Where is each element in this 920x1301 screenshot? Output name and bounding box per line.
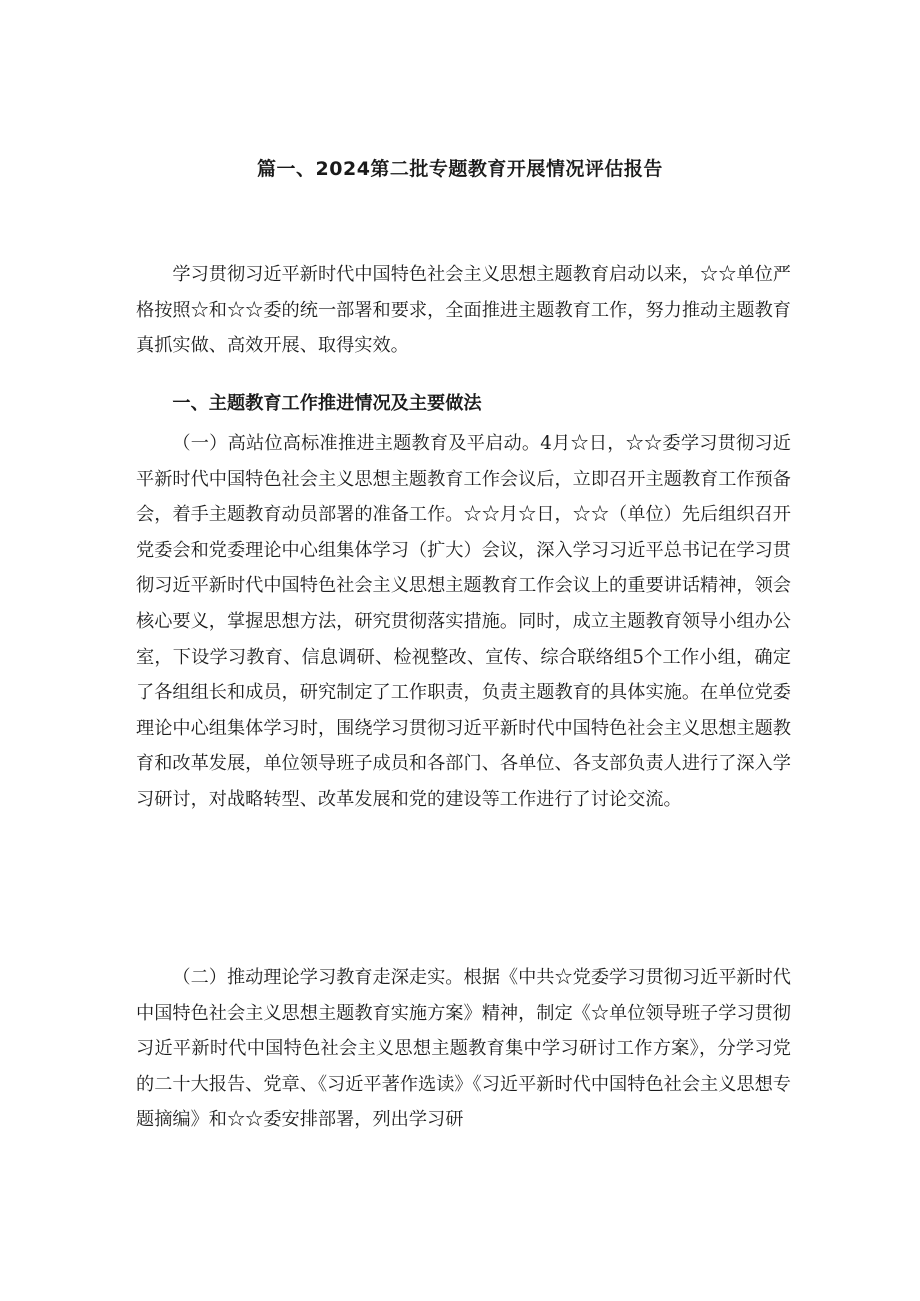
- paragraph-2: [136, 960, 791, 1138]
- paragraph-1-text: （一）高站位高标准推进主题教育及平启动。4月☆日，☆☆委学习贯彻习近平新时代中国特色社会主义思想主题教育工作会议后，立即召开主题教育工作预备会，着手主题教育动员部署的准备工作。☆☆月☆日，☆☆（单位）先后组织召开党委会和党委理论中心组集体学习（扩大）会议，深入学习习近平总书记在学习贯彻习近平新时代中国特色社会主义思想主题教育工作会议上的重要讲话精神，领会核心要义，掌握思想方法，研究贯彻落实措施。同时，成立主题教育领导小组办公室，下设学习教育、信息调研、检视整改、宣传、综合联络组5个工作小组，确定了各组组长和成员，研究制定了工作职责，负责主题教育的具体实施。在单位党委理论中心组集体学习时，围绕学习贯彻习近平新时代中国特色社会主义思想主题教育和改革发展，单位领导班子成员和各部门、各单位、各支部负责人进行了深入学习研讨，对战略转型、改革发展和党的建设等工作进行了讨论交流。: [136, 433, 791, 810]
- paragraph-2-text: （二）推动理论学习教育走深走实。根据《中共☆党委学习贯彻习近平新时代中国特色社会主义思想主题教育实施方案》精神，制定《☆单位领导班子学习贯彻习近平新时代中国特色社会主义思想主题教育集中学习研讨工作方案》，分学习党的二十大报告、党章、《习近平著作选读》《习近平新时代中国特色社会主义思想专题摘编》和☆☆委安排部署，列出学习研: [136, 967, 791, 1131]
- intro-text: 学习贯彻习近平新时代中国特色社会主义思想主题教育启动以来，☆☆单位严格按照☆和☆☆委的统一部署和要求，全面推进主题教育工作，努力推动主题教育真抓实做、高效开展、取得实效。: [136, 264, 791, 357]
- document-title: 篇一、2024第二批专题教育开展情况评估报告: [257, 158, 663, 180]
- section-heading: 一、主题教育工作推进情况及主要做法: [172, 393, 482, 414]
- paragraph-1: [136, 426, 791, 818]
- intro-paragraph: [136, 257, 791, 364]
